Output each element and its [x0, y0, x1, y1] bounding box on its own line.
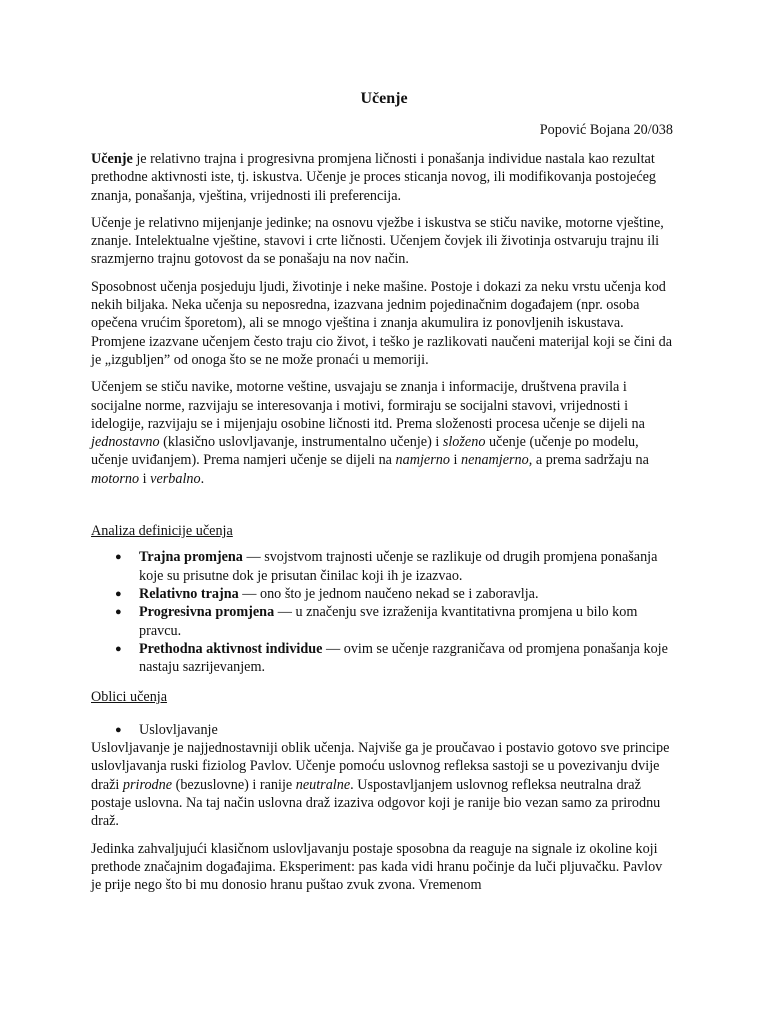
- author-line: Popović Bojana 20/038: [539, 122, 673, 138]
- list-item-desc: — ovim se učenje razgraničava od promjena ponašanja koje nastaju sazrijevanjem.: [139, 640, 668, 676]
- list-item-term: Relativno trajna: [139, 585, 239, 602]
- types-text-4: i: [449, 452, 461, 469]
- section-heading-analysis: Analiza definicije učenja: [91, 523, 233, 540]
- list-item: [91, 721, 673, 739]
- list-item: [91, 603, 673, 640]
- list-item: [91, 585, 673, 603]
- conditioning-italic-natural: prirodne: [122, 776, 173, 793]
- list-item-term: Trajna promjena: [139, 549, 243, 566]
- list-item-desc: — svojstvom trajnosti učenje se razlikuje od drugih promjena ponašanja koje su prisutne dok je prisutan činilac koji ih je izazvao.: [139, 549, 658, 584]
- types-text-5: a prema sadržaju na: [532, 452, 649, 469]
- paragraph-ability: Sposobnost učenja posjeduju ljudi, životinje i neke mašine. Postoje i dokazi za neku vrstu učenja kod nekih biljaka. Neka učenja su neposredna, izazvana jednim pojedinačnim događajem (npr. osoba opečena vrućim šporetom), ali se mnogo vještina i znanja akumulira iz ponovljenih iskustava. Promjene izazvane učenjem često traju cio život, i teško je razlikovati naučeni materijal koji se čini da je „izgubljen” od onoga što se ne može pronaći u memoriji.: [91, 278, 673, 368]
- types-italic-unintentional: nenamjerno,: [460, 452, 533, 469]
- definition-text: je relativno trajna i progresivna promjena ličnosti i ponašanja individue nastala kao rezultat prethodne aktivnosti iste, tj. iskustva. Učenje je proces sticanja novog, ili modifikovanja postojećeg znanja, ponašanja, vještina, vrijednosti ili preferencija.: [91, 151, 657, 204]
- paragraph-definition: [91, 150, 673, 205]
- paragraph-change: Učenje je relativno mijenjanje jedinke; na osnovu vježbe i iskustva se stiču navike, motorne vještine, znanje. Intelektualne vještine, stavovi i crte ličnosti. Učenjem čovjek ili životinja ostvaruju trajnu ili srazmjerno trajnu gotovost da se ponašaju na nov način.: [91, 214, 664, 268]
- types-text-2: (klasično uslovljavanje, instrumentalno učenje) i: [159, 434, 443, 451]
- types-text-3: učenje (učenje po modelu, učenje uviđanjem). Prema namjeri učenje se dijeli na: [91, 434, 639, 469]
- list-item: [91, 548, 673, 585]
- spacer: [91, 497, 673, 522]
- types-italic-verbal: verbalno: [150, 470, 201, 487]
- list-item: [91, 640, 673, 677]
- document-page: [91, 88, 673, 903]
- types-text-7: .: [200, 470, 205, 487]
- definition-analysis-list: [91, 548, 673, 676]
- types-text-1: Učenjem se stiču navike, motorne veštine, usvajaju se znanja i informacije, društvena pravila i socijalne norme, razvijaju se interesovanja i motivi, formiraju se socijalni stavovi, vrijednosti i idelogije, razvijaju se i mijenjaju osobine ličnosti itd. Prema složenosti procesa učenje se dijeli na: [91, 379, 645, 432]
- section-heading-forms: Oblici učenja: [91, 689, 168, 706]
- list-item-term: Prethodna aktivnost individue: [139, 640, 323, 657]
- conditioning-text-2: (bezuslovne) i ranije: [172, 776, 296, 793]
- bullet-icon: ●: [115, 551, 122, 564]
- conditioning-text-1: Uslovljavanje je najjednostavniji oblik učenja. Najviše ga je proučavao i postavio gotovo sve principe uslovljavanja ruski fiziolog Pavlov. Učenje pomoću uslovnog refleksa sastoji se u povezivanju dvije draži: [91, 740, 670, 793]
- list-item-term: Progresivna promjena: [139, 604, 275, 621]
- paragraph-conditioning: [91, 739, 673, 830]
- paragraph-types: [91, 378, 673, 488]
- forms-list: [91, 721, 673, 739]
- list-item-label: Uslovljavanje: [139, 721, 218, 738]
- bullet-icon: ●: [115, 606, 122, 619]
- definition-term: Učenje: [91, 151, 133, 167]
- paragraph-pavlov: Jedinka zahvaljujući klasičnom uslovljavanju postaje sposobna da reaguje na signale iz okoline koji prethode značajnim događajima. Eksperiment: pas kada vidi hranu počinje da luči pljuvačku. Pavlov je prije nego što bi mu donosio hranu puštao zvuk zvona. Vremenom: [91, 840, 663, 894]
- bullet-icon: ●: [115, 642, 122, 655]
- list-item-desc: — ono što je jednom naučeno nekad se i zaboravlja.: [238, 585, 539, 602]
- bullet-icon: ●: [115, 587, 122, 600]
- document-title: Učenje: [360, 90, 408, 107]
- types-italic-complex: složeno: [442, 434, 486, 451]
- conditioning-italic-neutral: neutralne: [295, 776, 351, 793]
- types-italic-intentional: namjerno: [395, 452, 450, 469]
- bullet-icon: ●: [115, 723, 122, 736]
- types-italic-simple: jednostavno: [91, 434, 160, 451]
- conditioning-text-3: . Uspostavljanjem uslovnog refleksa neutralna draž postaje uslovna. Na taj način uslovna draž izaziva odgovor koji je ranije bio vezan samo za prirodnu draž.: [91, 776, 661, 830]
- types-text-6: i: [139, 470, 151, 487]
- types-italic-motor: motorno: [91, 470, 140, 487]
- list-item-desc: — u značenju sve izraženija kvantitativna promjena u bilo kom pravcu.: [139, 604, 638, 639]
